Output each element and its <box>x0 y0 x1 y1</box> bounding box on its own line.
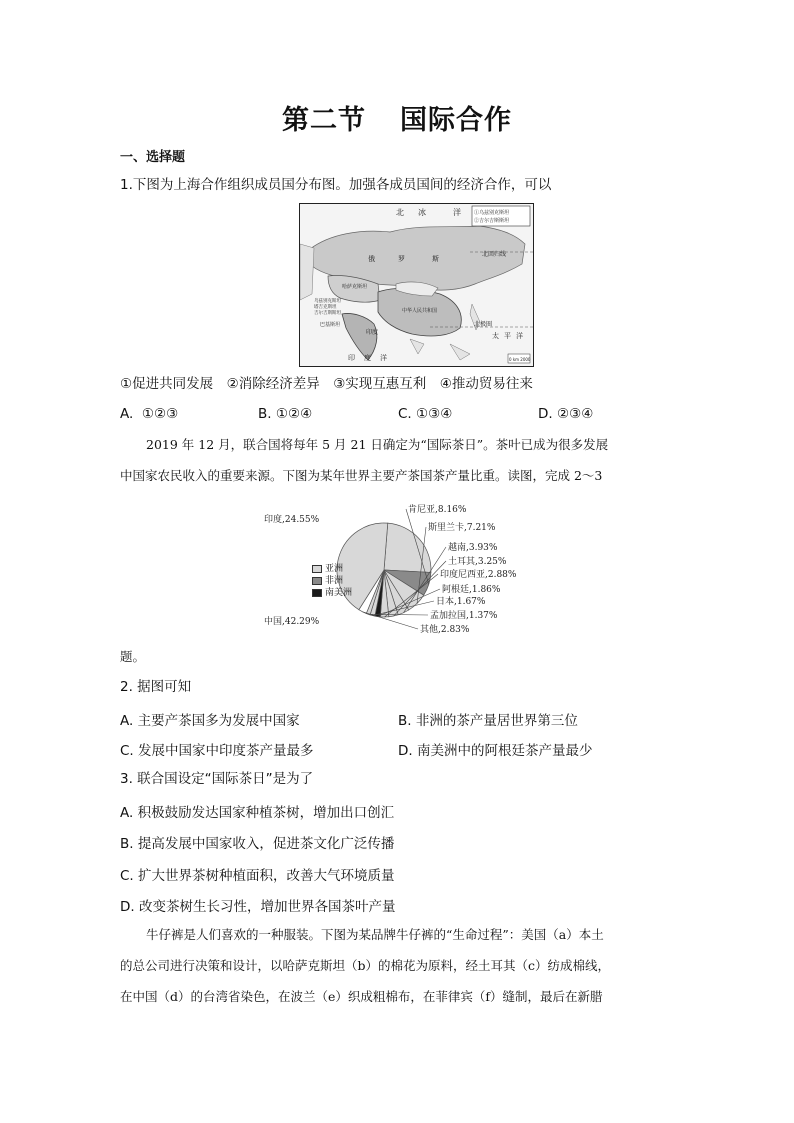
option-d[interactable] <box>538 406 593 422</box>
pie-data-label: 斯里兰卡,7.21% <box>428 523 496 533</box>
passage-line: 的总公司进行决策和设计，以哈萨克斯坦（b）的棉花为原料，经土耳其（c）纺成棉线， <box>120 958 611 973</box>
pie-slice <box>384 523 431 572</box>
sco-member-map <box>299 203 534 367</box>
option-letter: A. <box>120 406 134 422</box>
legend-label: 南美洲 <box>325 588 353 598</box>
pie-data-label: 印度尼西亚,2.88% <box>440 570 517 580</box>
question-3-option-d[interactable]: D. 改变茶树生长习性，增加世界各国茶叶产量 <box>120 899 396 915</box>
question-2-option-d[interactable]: D. 南美洲中的阿根廷茶产量最少 <box>398 743 593 759</box>
question-3-stem: 3. 联合国设定“国际茶日”是为了 <box>120 771 314 787</box>
map-label: 哈萨克斯坦 <box>342 284 368 290</box>
map-label: 巴基斯坦 <box>320 322 341 328</box>
question-1-choices: ①促进共同发展 ②消除经济差异 ③实现互惠互利 ④推动贸易往来 <box>120 376 533 392</box>
map-label: 北 <box>396 208 404 217</box>
pie-data-label: 孟加拉国,1.37% <box>430 611 498 621</box>
option-letter: B. <box>258 406 272 422</box>
map-label: 罗 <box>398 255 405 263</box>
question-2-stem: 2. 据图可知 <box>120 679 192 695</box>
option-text: ①②③ <box>141 406 179 422</box>
pie-data-label: 土耳其,3.25% <box>448 557 507 567</box>
legend-label: 非洲 <box>325 576 344 586</box>
map-label: 塔吉克斯坦 <box>314 305 337 310</box>
option-letter: C. <box>398 406 412 422</box>
pie-data-label: 阿根廷,1.86% <box>442 585 501 595</box>
question-1-stem: 1.下图为上海合作组织成员国分布图。加强各成员国间的经济合作，可以 <box>120 177 552 193</box>
tea-production-pie-chart <box>262 500 532 640</box>
legend-item <box>312 563 352 575</box>
map-label: 北极圈 <box>474 321 493 328</box>
section-heading: 一、选择题 <box>120 150 186 165</box>
map-label: 北回归线 <box>482 251 507 258</box>
map-label: 俄 <box>368 255 375 263</box>
passage-line: 牛仔裤是人们喜欢的一种服装。下图为某品牌牛仔裤的“生命过程”：美国（a）本土 <box>146 927 604 942</box>
question-3-option-c[interactable]: C. 扩大世界茶树种植面积，改善大气环境质量 <box>120 868 395 884</box>
map-label: 乌兹别克斯坦 <box>314 299 341 304</box>
option-b[interactable] <box>258 406 312 422</box>
option-text: ②③④ <box>556 406 594 422</box>
passage-line: 中国家农民收入的重要来源。下图为某年世界主要产茶国茶产量比重。读图，完成 2～3 <box>120 468 603 483</box>
map-label: 平 <box>504 332 511 340</box>
pie-data-label: 印度,24.55% <box>264 515 320 525</box>
legend-item <box>312 575 352 587</box>
question-3-option-b[interactable]: B. 提高发展中国家收入，促进茶文化广泛传播 <box>120 836 395 852</box>
question-2-option-c[interactable]: C. 发展中国家中印度茶产量最多 <box>120 743 314 759</box>
option-text: ①③④ <box>416 406 453 422</box>
map-label: 洋 <box>380 354 387 362</box>
map-label: 冰 <box>418 208 426 217</box>
option-text: ①②④ <box>275 406 313 422</box>
pie-data-label: 其他,2.83% <box>420 625 470 635</box>
legend-label: 亚洲 <box>325 564 344 574</box>
pie-legend <box>312 563 352 599</box>
pie-data-label: 日本,1.67% <box>436 597 486 607</box>
legend-item <box>312 587 352 599</box>
pie-data-label: 越南,3.93% <box>448 543 498 553</box>
question-2-option-a[interactable]: A. 主要产茶国多为发展中国家 <box>120 713 300 729</box>
map-label: 度 <box>364 354 371 362</box>
map-label: 印度 <box>366 329 379 336</box>
map-label: 斯 <box>432 255 439 263</box>
option-a[interactable] <box>120 406 178 422</box>
passage-line: 题。 <box>120 649 146 664</box>
question-2-option-b[interactable]: B. 非洲的茶产量居世界第三位 <box>398 713 578 729</box>
map-label: 吉尔吉斯斯坦 <box>314 311 341 316</box>
map-label: 太 <box>492 332 499 340</box>
map-label: 洋 <box>453 208 461 217</box>
map-scale: 0 km 2000 <box>509 357 531 362</box>
passage-line: 在中国（d）的台湾省染色，在波兰（e）织成粗棉布，在菲律宾（f）缝制，最后在新腊 <box>120 989 603 1004</box>
map-legend-item: ②吉尔吉斯斯坦 <box>474 218 510 224</box>
map-label: 洋 <box>516 332 523 340</box>
pie-data-label: 肯尼亚,8.16% <box>408 505 467 515</box>
map-label: 印 <box>348 354 355 362</box>
pie-data-label: 中国,42.29% <box>264 617 320 627</box>
title-part: 国际合作 <box>400 105 512 136</box>
question-3-option-a[interactable]: A. 积极鼓励发达国家种植茶树，增加出口创汇 <box>120 805 395 821</box>
page-title <box>0 98 794 137</box>
map-label: 中华人民共和国 <box>402 308 438 314</box>
passage-line: 2019 年 12 月，联合国将每年 5 月 21 日确定为“国际茶日”。茶叶已成为很多发展 <box>146 437 609 452</box>
option-letter: D. <box>538 406 553 422</box>
option-c[interactable] <box>398 406 452 422</box>
map-legend-item: ①乌兹别克斯坦 <box>474 210 510 216</box>
title-part: 第二节 <box>282 105 366 136</box>
